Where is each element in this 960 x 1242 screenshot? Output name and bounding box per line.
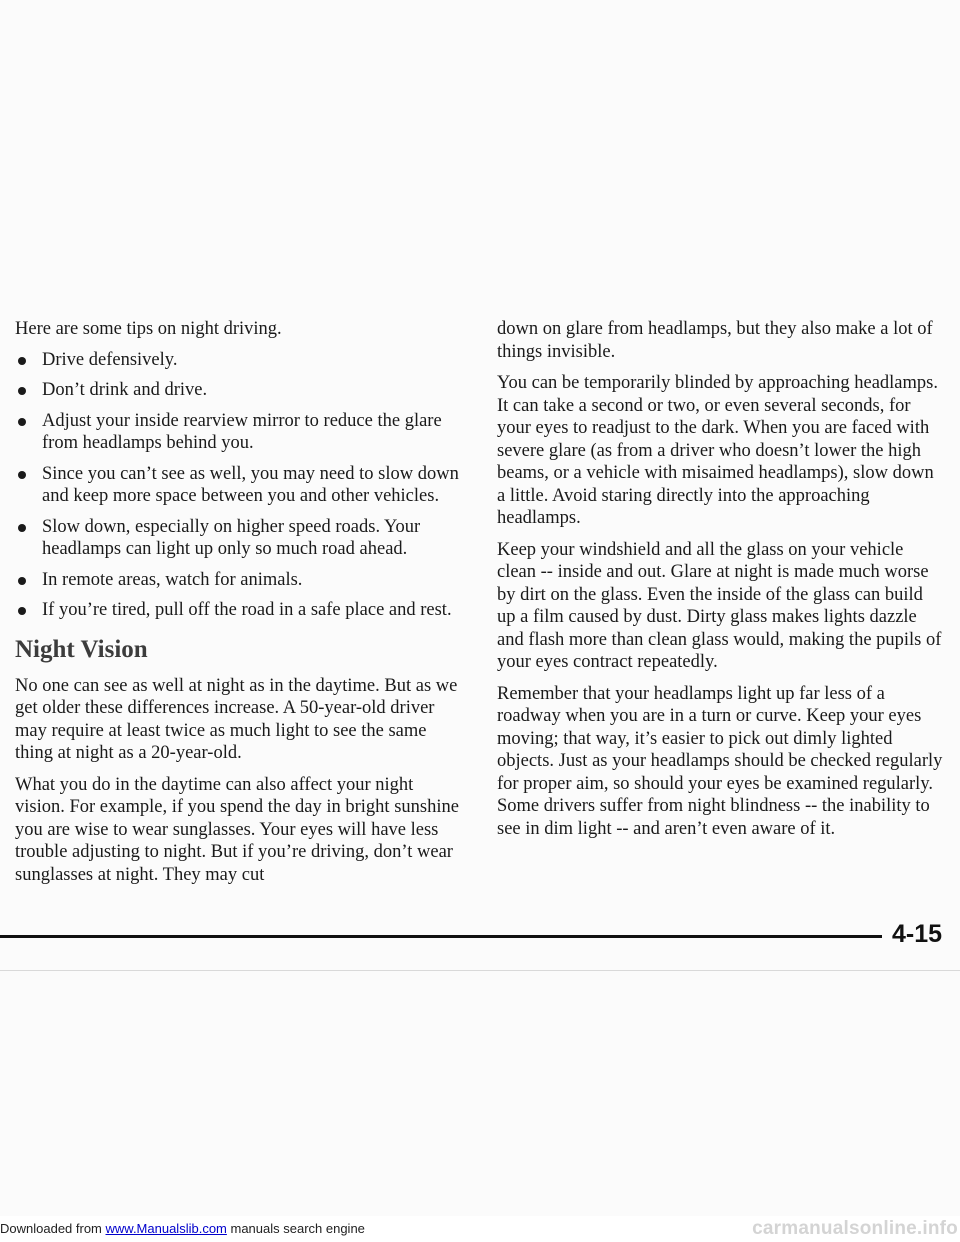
left-column	[15, 318, 465, 895]
bullet-icon	[18, 471, 26, 479]
list-item: Slow down, especially on higher speed roads. Your headlamps can light up only so much road ahead.	[15, 516, 465, 561]
paragraph: No one can see as well at night as in the daytime. But as we get older these differences increase. A 50-year-old driver may require at least twice as much light to see the same thing at night as a 20-year-old.	[15, 675, 458, 763]
watermark: carmanualsonline.info	[752, 1218, 958, 1239]
paragraph: down on glare from headlamps, but they also make a lot of things invisible.	[497, 319, 933, 362]
list-item: Don’t drink and drive.	[15, 379, 465, 402]
paragraph: Remember that your headlamps light up far less of a roadway when you are in a turn or curve. Keep your eyes moving; that way, it’s easier to pick out dimly lighted objects. Just as your headlamps should be checked regularly for proper aim, so should your eyes be examined regularly. Some drivers suffer from night blindness -- the inability to see in dim light -- and aren’t even aware of it.	[497, 683, 943, 839]
list-item: Since you can’t see as well, you may need to slow down and keep more space between you and other vehicles.	[15, 463, 465, 508]
bullet-icon	[18, 577, 26, 585]
right-column	[497, 318, 945, 849]
paragraph: Keep your windshield and all the glass on your vehicle clean -- inside and out. Glare at night is made much worse by dirt on the glass. Even the inside of the glass can build up a film caused by dust. Dirty glass makes lights dazzle and flash more than clean glass would, making the pupils of your eyes contract repeatedly.	[497, 539, 942, 672]
bullet-icon	[18, 387, 26, 395]
bullet-icon	[18, 357, 26, 365]
banner-prefix: Downloaded from	[0, 1221, 106, 1236]
page-rule	[0, 935, 882, 938]
list-item: Adjust your inside rearview mirror to reduce the glare from headlamps behind you.	[15, 410, 465, 455]
page-number: 4-15	[892, 920, 943, 948]
paragraph: What you do in the daytime can also affect your night vision. For example, if you spend the day in bright sunshine you are wise to wear sunglasses. Your eyes will have less trouble adjusting to night. But if you’re driving, don’t wear sunglasses at night. They may cut	[15, 774, 459, 885]
bullet-icon	[18, 418, 26, 426]
section-heading: Night Vision	[15, 635, 148, 663]
paragraph: You can be temporarily blinded by approaching headlamps. It can take a second or two, or even several seconds, for your eyes to readjust to the dark. When you are faced with severe glare (as from a driver who doesn’t lower the high beams, or a vehicle with misaimed headlamps), slow down a little. Avoid staring directly into the approaching headlamps.	[497, 373, 938, 528]
banner-suffix: manuals search engine	[226, 1221, 365, 1236]
list-item: Drive defensively.	[15, 349, 465, 372]
bullet-icon	[18, 524, 26, 532]
manualslib-link[interactable]: www.Manualslib.com	[105, 1221, 227, 1236]
footer-divider	[0, 970, 960, 971]
list-item: In remote areas, watch for animals.	[15, 569, 465, 592]
tips-list	[15, 349, 465, 622]
list-item: If you’re tired, pull off the road in a safe place and rest.	[15, 599, 465, 622]
bullet-icon	[18, 607, 26, 615]
intro-text: Here are some tips on night driving.	[15, 319, 282, 339]
